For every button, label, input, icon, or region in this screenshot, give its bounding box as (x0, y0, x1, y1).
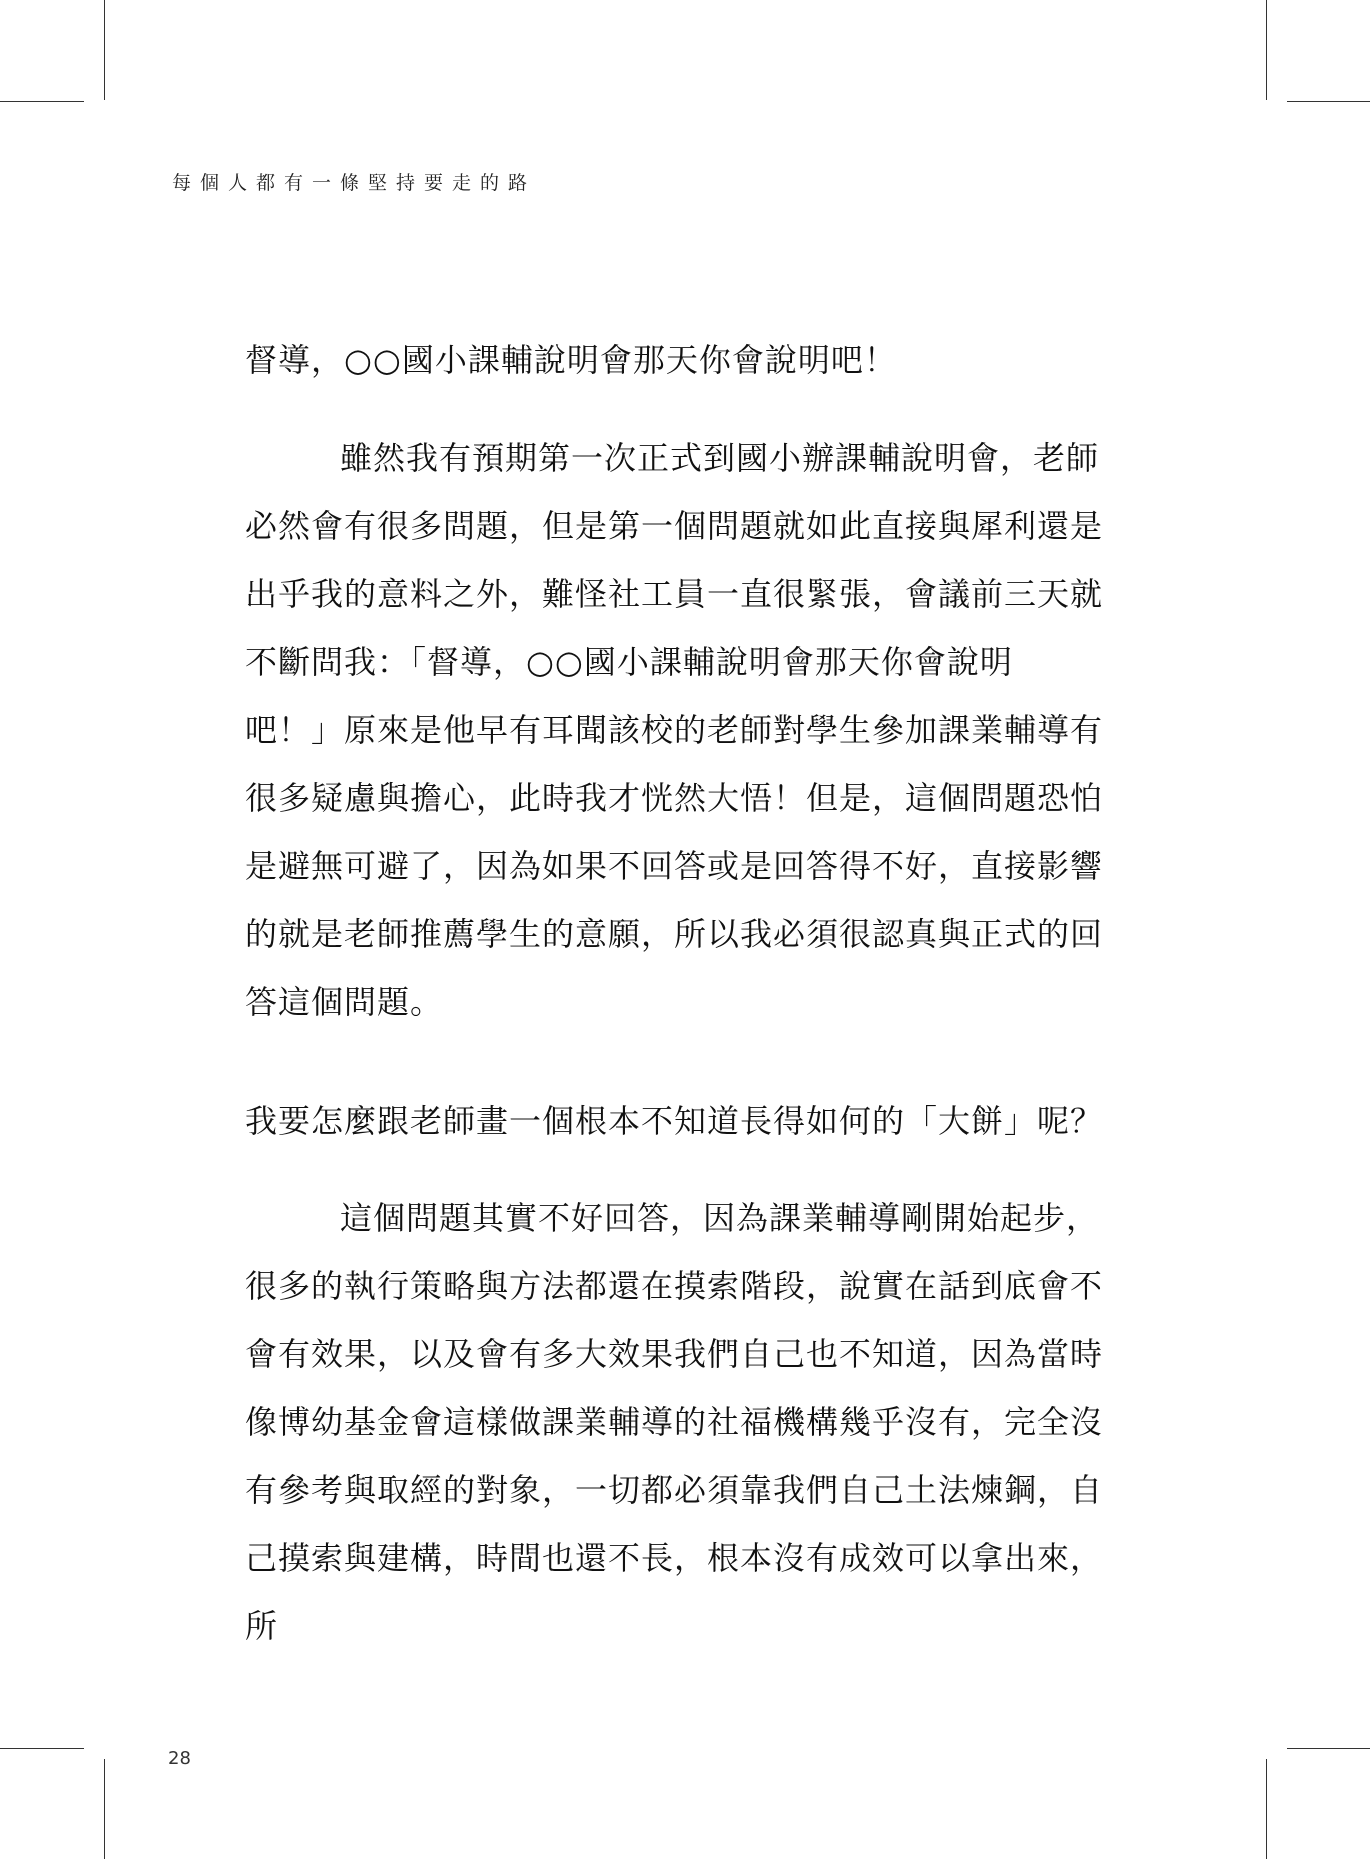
crop-mark-top-right (1266, 0, 1267, 100)
crop-mark-bottom-left (104, 1759, 105, 1859)
section-heading-1: 督導，○○國小課輔說明會那天你會說明吧！ (245, 341, 897, 379)
body-line: 的就是老師推薦學生的意願，所以我必須很認真與正式的回 (245, 915, 1104, 953)
body-line: 是避無可避了，因為如果不回答或是回答得不好，直接影響 (245, 847, 1104, 885)
running-header: 每個人都有一條堅持要走的路 (172, 172, 537, 194)
body-line: 所 (245, 1607, 279, 1645)
body-line: 吧！」原來是他早有耳聞該校的老師對學生參加課業輔導有 (245, 711, 1104, 749)
body-line: 像博幼基金會這樣做課業輔導的社福機構幾乎沒有，完全沒 (245, 1403, 1104, 1441)
crop-mark-top-left-h (0, 101, 84, 102)
body-line: 答這個問題。 (245, 983, 444, 1021)
body-line: 很多疑慮與擔心，此時我才恍然大悟！但是，這個問題恐怕 (245, 779, 1104, 817)
section-heading-2: 我要怎麼跟老師畫一個根本不知道長得如何的「大餅」呢？ (245, 1102, 1104, 1140)
body-line: 不斷問我：「督導，○○國小課輔說明會那天你會說明 (245, 643, 1013, 681)
crop-mark-top-right-h (1287, 101, 1370, 102)
crop-mark-bottom-right (1266, 1759, 1267, 1859)
body-line: 己摸索與建構，時間也還不長，根本沒有成效可以拿出來， (245, 1539, 1104, 1577)
crop-mark-bottom-right-h (1287, 1748, 1370, 1749)
page-number: 28 (168, 1748, 191, 1769)
body-line: 會有效果，以及會有多大效果我們自己也不知道，因為當時 (245, 1335, 1104, 1373)
body-line: 雖然我有預期第一次正式到國小辦課輔說明會，老師 (340, 439, 1100, 477)
crop-mark-bottom-left-h (0, 1748, 84, 1749)
body-line: 這個問題其實不好回答，因為課業輔導剛開始起步， (340, 1199, 1100, 1237)
body-line: 有參考與取經的對象，一切都必須靠我們自己土法煉鋼，自 (245, 1471, 1104, 1509)
body-line: 出乎我的意料之外，難怪社工員一直很緊張，會議前三天就 (245, 575, 1104, 613)
body-line: 必然會有很多問題，但是第一個問題就如此直接與犀利還是 (245, 507, 1104, 545)
body-line: 很多的執行策略與方法都還在摸索階段，說實在話到底會不 (245, 1267, 1104, 1305)
crop-mark-top-left (104, 0, 105, 100)
